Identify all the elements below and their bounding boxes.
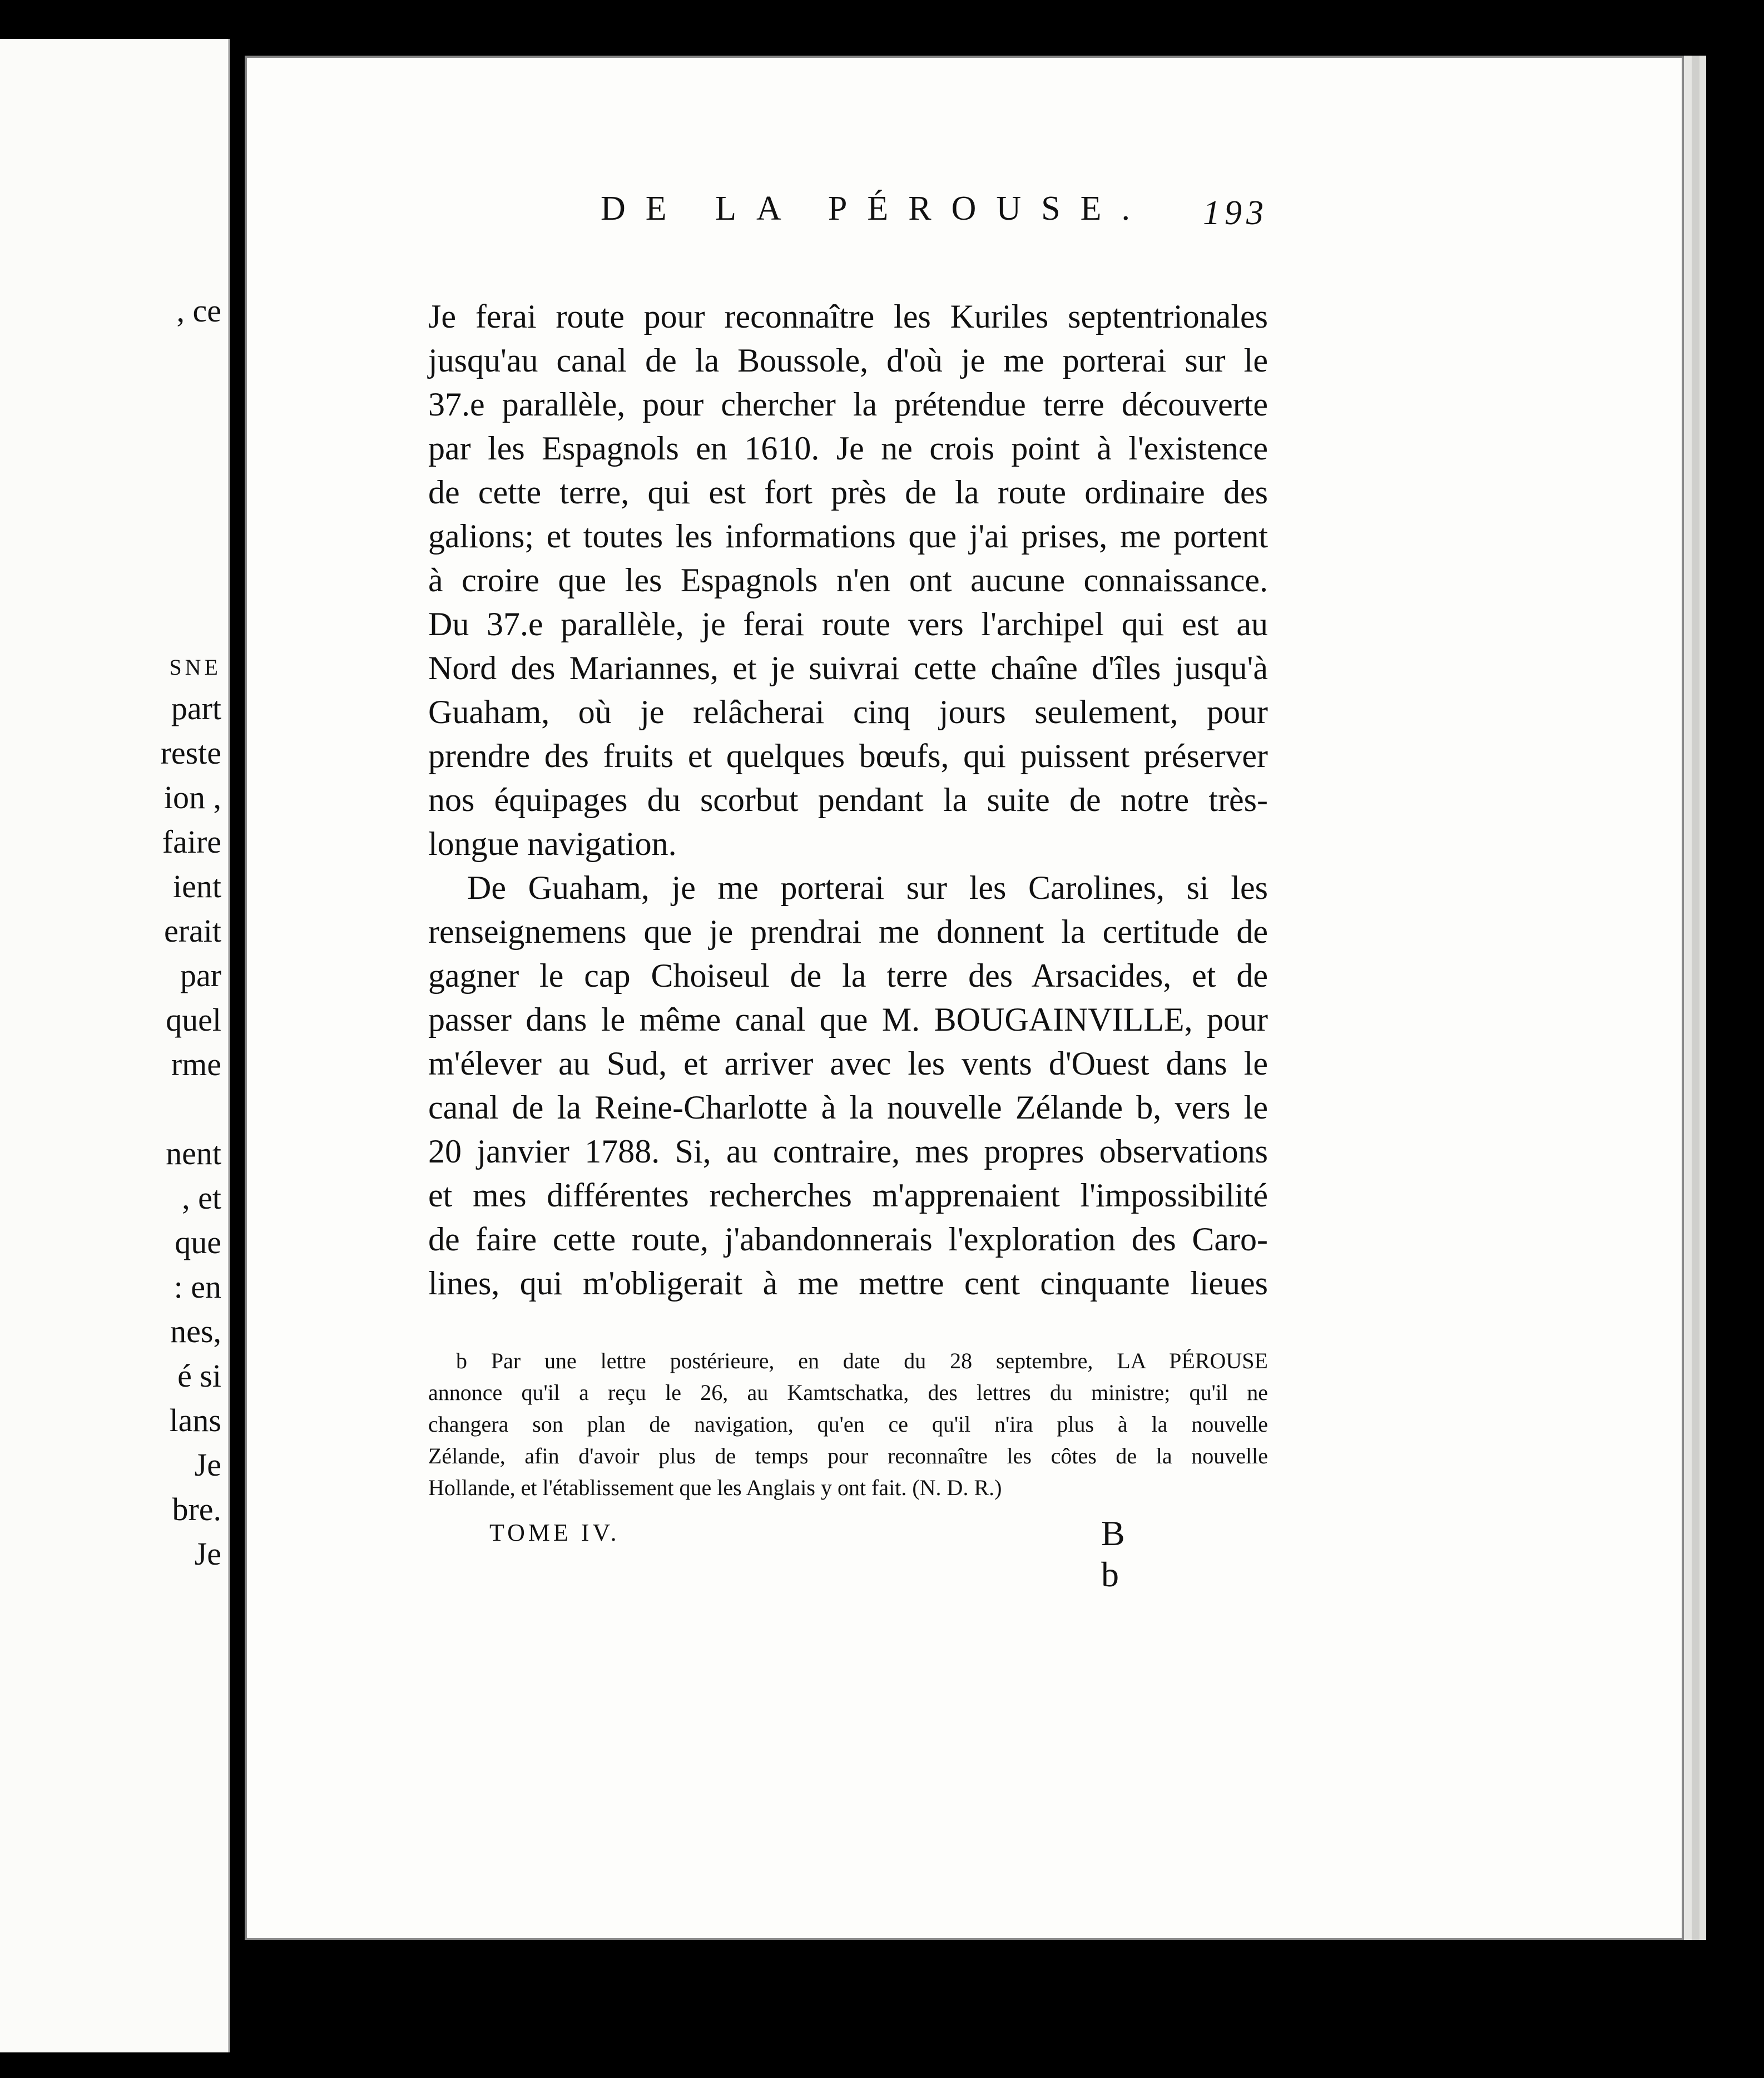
left-page-fragment: lans [169, 1402, 221, 1438]
text-line: Nord des Mariannes, et je suivrai cette chaîne d'îles jusqu'à [428, 650, 1268, 686]
text-line: Du 37.e parallèle, je ferai route vers l'archipel qui est au [428, 606, 1268, 642]
left-page-fragment: faire [162, 824, 221, 860]
text-line: 37.e parallèle, pour chercher la prétendue terre découverte [428, 386, 1268, 423]
left-page-fragment: , ce [176, 293, 221, 329]
left-page-fragment: rme [171, 1046, 221, 1082]
text-line: nos équipages du scorbut pendant la suite de notre très- [428, 781, 1268, 818]
text-line: m'élever au Sud, et arriver avec les vents d'Ouest dans le [428, 1045, 1268, 1082]
text-line: passer dans le même canal que M. BOUGAINVILLE, pour [428, 1001, 1268, 1038]
left-page-fragment: , et [182, 1180, 221, 1216]
left-page-fragment: Je [194, 1447, 221, 1483]
left-page-fragment: part [171, 690, 221, 726]
footnote-line: annonce qu'il a reçu le 26, au Kamtschatka, des lettres du ministre; qu'il ne [428, 1380, 1268, 1405]
left-page-fragment: Je [194, 1536, 221, 1572]
left-page-fragment: reste [160, 735, 221, 771]
left-page-fragment: nent [166, 1135, 221, 1171]
text-line: de faire cette route, j'abandonnerais l'exploration des Caro- [428, 1221, 1268, 1258]
left-page-fragment: SNE [169, 655, 221, 680]
page-header [356, 189, 1268, 239]
text-line: Guaham, où je relâcherai cinq jours seulement, pour [428, 694, 1268, 730]
signature-row [489, 1513, 1157, 1594]
footnote-line: changera son plan de navigation, qu'en ce qu'il n'ira plus à la nouvelle [428, 1412, 1268, 1437]
footnote-line: Zélande, afin d'avoir plus de temps pour reconnaître les côtes de la nouvelle [428, 1443, 1268, 1468]
left-page-fragment: bre. [172, 1491, 221, 1527]
running-title: DE LA PÉROUSE. [601, 190, 1150, 227]
page-number: 193 [1203, 194, 1268, 232]
left-page-fragment: é si [177, 1358, 221, 1394]
left-page-fragment: : en [174, 1269, 221, 1305]
text-line: De Guaham, je me porterai sur les Carolines, si les [467, 869, 1268, 906]
footnote [428, 1345, 1268, 1503]
left-page-fragment: nes, [170, 1313, 221, 1349]
text-line: Je ferai route pour reconnaître les Kuriles septentrionales [428, 298, 1268, 335]
text-line: prendre des fruits et quelques bœufs, qui puissent préserver [428, 738, 1268, 774]
body-text [428, 295, 1268, 1305]
left-page-edge [0, 39, 230, 2052]
text-line: 20 janvier 1788. Si, au contraire, mes propres observations [428, 1133, 1268, 1170]
left-page-fragment: que [175, 1224, 221, 1260]
text-line: galions; et toutes les informations que j'ai prises, me portent [428, 518, 1268, 555]
left-page-fragment: par [180, 957, 221, 993]
volume-label: TOME IV. [489, 1519, 620, 1546]
text-line: renseignemens que je prendrai me donnent la certitude de [428, 913, 1268, 950]
left-page-fragment: quel [166, 1002, 221, 1038]
footnote-line: b Par une lettre postérieure, en date du 28 septembre, LA PÉROUSE [456, 1348, 1268, 1373]
text-line: gagner le cap Choiseul de la terre des Arsacides, et de [428, 957, 1268, 994]
text-line: lines, qui m'obligerait à me mettre cent cinquante lieues [428, 1265, 1268, 1302]
left-page-fragment: erait [163, 913, 221, 949]
signature-mark: B b [1101, 1513, 1131, 1594]
text-line: par les Espagnols en 1610. Je ne crois point à l'existence [428, 430, 1268, 467]
text-line: à croire que les Espagnols n'en ont aucune connaissance. [428, 562, 1268, 598]
left-page-fragment: ion , [163, 779, 221, 815]
text-line: longue navigation. [428, 825, 677, 862]
text-line: de cette terre, qui est fort près de la route ordinaire des [428, 474, 1268, 511]
text-line: jusqu'au canal de la Boussole, d'où je me porterai sur le [428, 342, 1268, 379]
text-line: et mes différentes recherches m'apprenaient l'impossibilité [428, 1177, 1268, 1214]
left-page-fragment: ient [173, 868, 221, 904]
footnote-line: Hollande, et l'établissement que les Anglais y ont fait. (N. D. R.) [428, 1475, 1002, 1500]
text-line: canal de la Reine-Charlotte à la nouvelle Zélande b, vers le [428, 1089, 1268, 1126]
